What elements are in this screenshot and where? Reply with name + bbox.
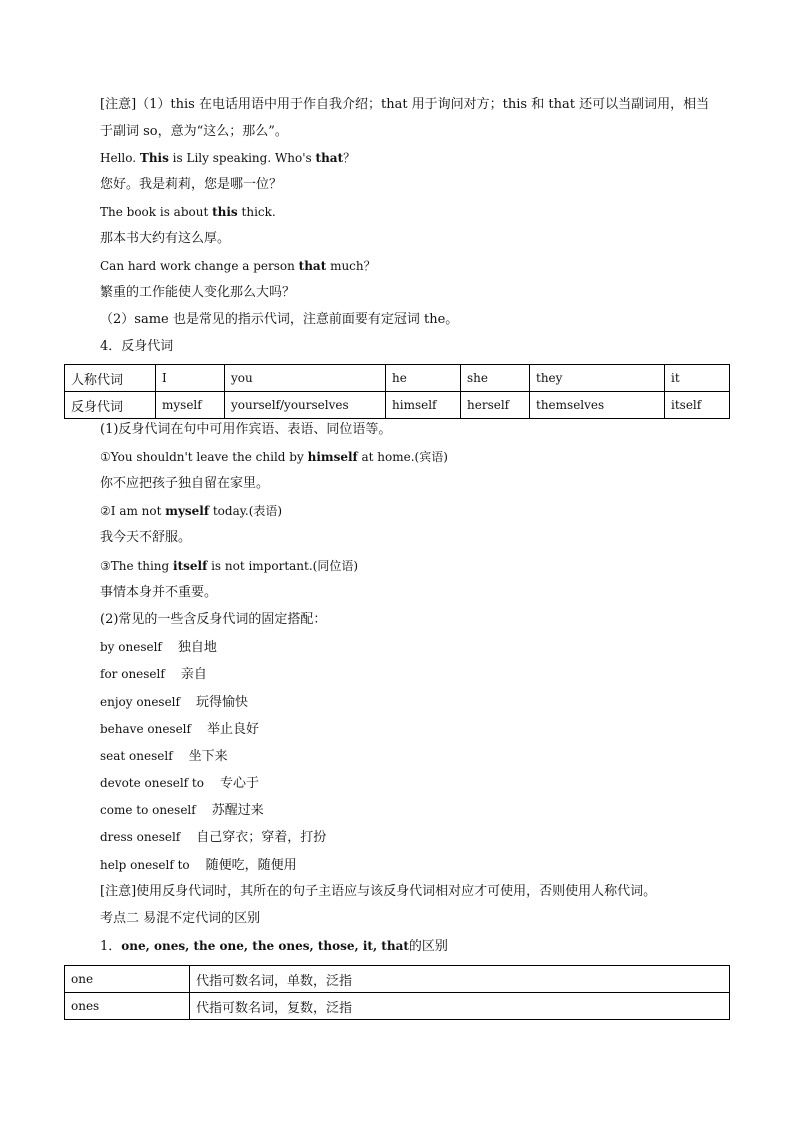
phrase-item: enjoy oneself 玩得愉快	[100, 695, 248, 710]
phrase-item: by oneself 独自地	[100, 640, 217, 655]
table-cell: 代指可数名词，单数，泛指	[190, 966, 730, 993]
table-cell: itself	[665, 392, 730, 419]
table-row	[65, 365, 730, 392]
note-this-that: [注意]（1）this 在电话用语中用于作自我介绍；that 用于询问对方；this 和 that 还可以当副词用，相当于副词 so，意为“这么；那么”。	[100, 97, 710, 139]
usage-example-3-translation: 事情本身并不重要。	[100, 585, 218, 600]
usage-example-3: ③The thing itself is not important.(同位语)	[100, 559, 359, 573]
table-cell: myself	[156, 392, 225, 419]
section-1-heading: 1．one, ones, the one, the ones, those, it, that的区别	[100, 939, 448, 954]
example-3-translation: 繁重的工作能使人变化那么大吗？	[100, 285, 296, 300]
phrase-item: help oneself to 随便吃，随便用	[100, 858, 297, 873]
table-cell: he	[386, 365, 461, 392]
table-cell: 反身代词	[65, 392, 156, 419]
example-1: Hello. This is Lily speaking. Who's that？	[100, 151, 356, 165]
phrase-item: come to oneself 苏醒过来	[100, 803, 264, 818]
phrase-item: behave oneself 举止良好	[100, 722, 259, 737]
section-heading-reflexive: 4．反身代词	[100, 339, 174, 354]
kaodian-2-heading: 考点二 易混不定代词的区别	[100, 911, 261, 926]
table-cell: one	[65, 966, 190, 993]
table-row	[65, 392, 730, 419]
table-cell: ones	[65, 993, 190, 1020]
table-cell: 代指可数名词，复数，泛指	[190, 993, 730, 1020]
usage-example-1-translation: 你不应把孩子独自留在家里。	[100, 476, 270, 491]
usage-example-2: ②I am not myself today.(表语)	[100, 504, 283, 518]
example-2-translation: 那本书大约有这么厚。	[100, 231, 231, 246]
usage-example-2-translation: 我今天不舒服。	[100, 530, 192, 545]
phrase-item: devote oneself to 专心于	[100, 776, 259, 791]
table-cell: themselves	[530, 392, 665, 419]
table-cell: it	[665, 365, 730, 392]
example-3: Can hard work change a person that much？	[100, 259, 376, 273]
example-2: The book is about this thick.	[100, 205, 276, 219]
note-reflexive-usage: [注意]使用反身代词时，其所在的句子主语应与该反身代词相对应才可使用，否则使用人称代词。	[100, 884, 657, 899]
table-cell: you	[225, 365, 386, 392]
table-cell: yourself/yourselves	[225, 392, 386, 419]
one-ones-table	[64, 965, 730, 1020]
phrase-item: seat oneself 坐下来	[100, 749, 228, 764]
table-cell: she	[461, 365, 530, 392]
example-1-translation: 您好。我是莉莉，您是哪一位？	[100, 177, 283, 192]
table-row	[65, 993, 730, 1020]
note-same: （2）same 也是常见的指示代词，注意前面要有定冠词 the。	[100, 312, 459, 327]
table-cell: I	[156, 365, 225, 392]
phrase-item: dress oneself 自己穿衣；穿着，打扮	[100, 830, 327, 845]
phrase-item: for oneself 亲自	[100, 667, 207, 682]
table-cell: herself	[461, 392, 530, 419]
table-cell: himself	[386, 392, 461, 419]
usage-2-heading: (2)常见的一些含反身代词的固定搭配：	[100, 612, 327, 627]
usage-example-1: ①You shouldn't leave the child by himself at home.(宾语)	[100, 450, 448, 464]
table-row	[65, 966, 730, 993]
table-cell: they	[530, 365, 665, 392]
usage-1-heading: (1)反身代词在句中可用作宾语、表语、同位语等。	[100, 422, 392, 437]
pronoun-table	[64, 364, 730, 419]
table-cell: 人称代词	[65, 365, 156, 392]
